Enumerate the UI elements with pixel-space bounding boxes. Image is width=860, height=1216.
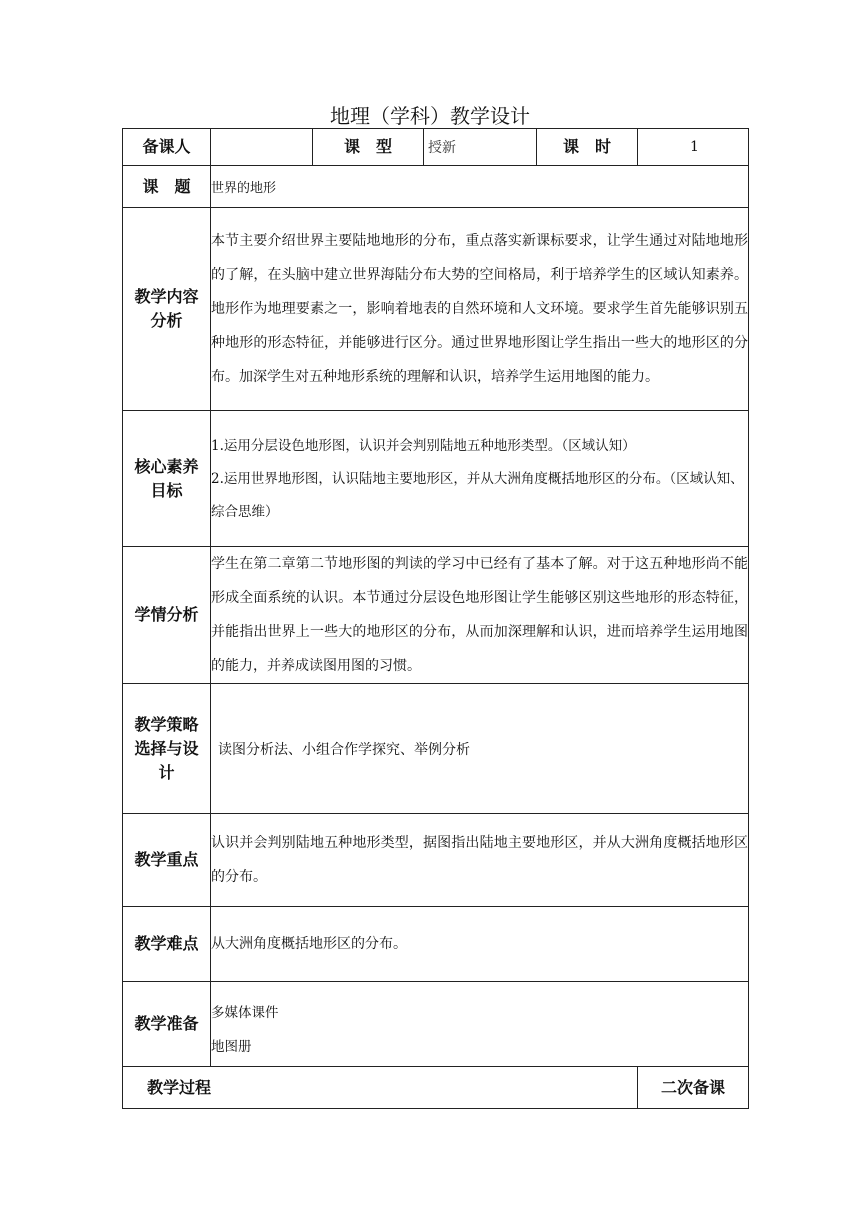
content-analysis-row bbox=[123, 208, 749, 411]
preparer-label: 备课人 bbox=[123, 129, 211, 166]
lesson-plan-table bbox=[122, 128, 749, 1109]
strategy-row bbox=[123, 684, 749, 814]
content-analysis-text: 本节主要介绍世界主要陆地地形的分布，重点落实新课标要求，让学生通过对陆地地形的了解，在头脑中建立世界海陆分布大势的空间格局，利于培养学生的区域认知素养。地形作为地理要素之一，影响着地表的自然环境和人文环境。要求学生首先能够识别五种地形的形态特征，并能够进行区分。通过世界地形图让学生指出一些大的地形区的分布。加深学生对五种地形系统的理解和认识，培养学生运用地图的能力。 bbox=[211, 208, 749, 411]
lesson-type-value: 授新 bbox=[424, 129, 537, 166]
preparer-value bbox=[211, 129, 313, 166]
difficulties-row bbox=[123, 907, 749, 982]
preparation-list bbox=[211, 982, 749, 1067]
strategy-text: 读图分析法、小组合作学探究、举例分析 bbox=[211, 684, 749, 814]
student-analysis-text: 学生在第二章第二节地形图的判读的学习中已经有了基本了解。对于这五种地形尚不能形成全面系统的认识。本节通过分层设色地形图让学生能够区别这些地形的形态特征，并能指出世界上一些大的地形区的分布，从而加深理解和认识，进而培养学生运用地图的能力，并养成读图用图的习惯。 bbox=[211, 547, 749, 684]
core-goal-item-1: 1.运用分层设色地形图，认识并会判别陆地五种地形类型。（区域认知） bbox=[211, 437, 636, 454]
lesson-type-label: 课 型 bbox=[313, 129, 424, 166]
difficulties-label: 教学难点 bbox=[123, 907, 211, 982]
preparation-item-1: 多媒体课件 bbox=[211, 1005, 279, 1021]
preparation-label: 教学准备 bbox=[123, 982, 211, 1067]
student-analysis-label: 学情分析 bbox=[123, 547, 211, 684]
process-row bbox=[123, 1067, 749, 1109]
header-row bbox=[123, 129, 749, 166]
topic-row bbox=[123, 166, 749, 208]
document-title: 地理（学科）教学设计 bbox=[330, 104, 530, 128]
lesson-hours-label: 课 时 bbox=[537, 129, 638, 166]
process-label: 教学过程 bbox=[123, 1067, 638, 1109]
key-points-text: 认识并会判别陆地五种地形类型，据图指出陆地主要地形区，并从大洲角度概括地形区的分布。 bbox=[211, 814, 749, 907]
lesson-hours-value: 1 bbox=[638, 129, 749, 166]
key-points-row bbox=[123, 814, 749, 907]
core-goals-row bbox=[123, 411, 749, 547]
preparation-row bbox=[123, 982, 749, 1067]
key-points-label: 教学重点 bbox=[123, 814, 211, 907]
topic-value: 世界的地形 bbox=[211, 166, 749, 208]
preparation-item-2: 地图册 bbox=[211, 1039, 252, 1055]
core-goals-list bbox=[211, 411, 749, 547]
topic-label: 课 题 bbox=[123, 166, 211, 208]
secondary-prep-label: 二次备课 bbox=[638, 1067, 749, 1109]
student-analysis-row bbox=[123, 547, 749, 684]
difficulties-text: 从大洲角度概括地形区的分布。 bbox=[211, 907, 749, 982]
strategy-label: 教学策略选择与设计 bbox=[123, 684, 211, 814]
core-goals-label: 核心素养目标 bbox=[123, 411, 211, 547]
core-goal-item-2: 2.运用世界地形图，认识陆地主要地形区，并从大洲角度概括地形区的分布。（区域认知、综合思维） bbox=[211, 470, 744, 520]
content-analysis-label: 教学内容分析 bbox=[123, 208, 211, 411]
